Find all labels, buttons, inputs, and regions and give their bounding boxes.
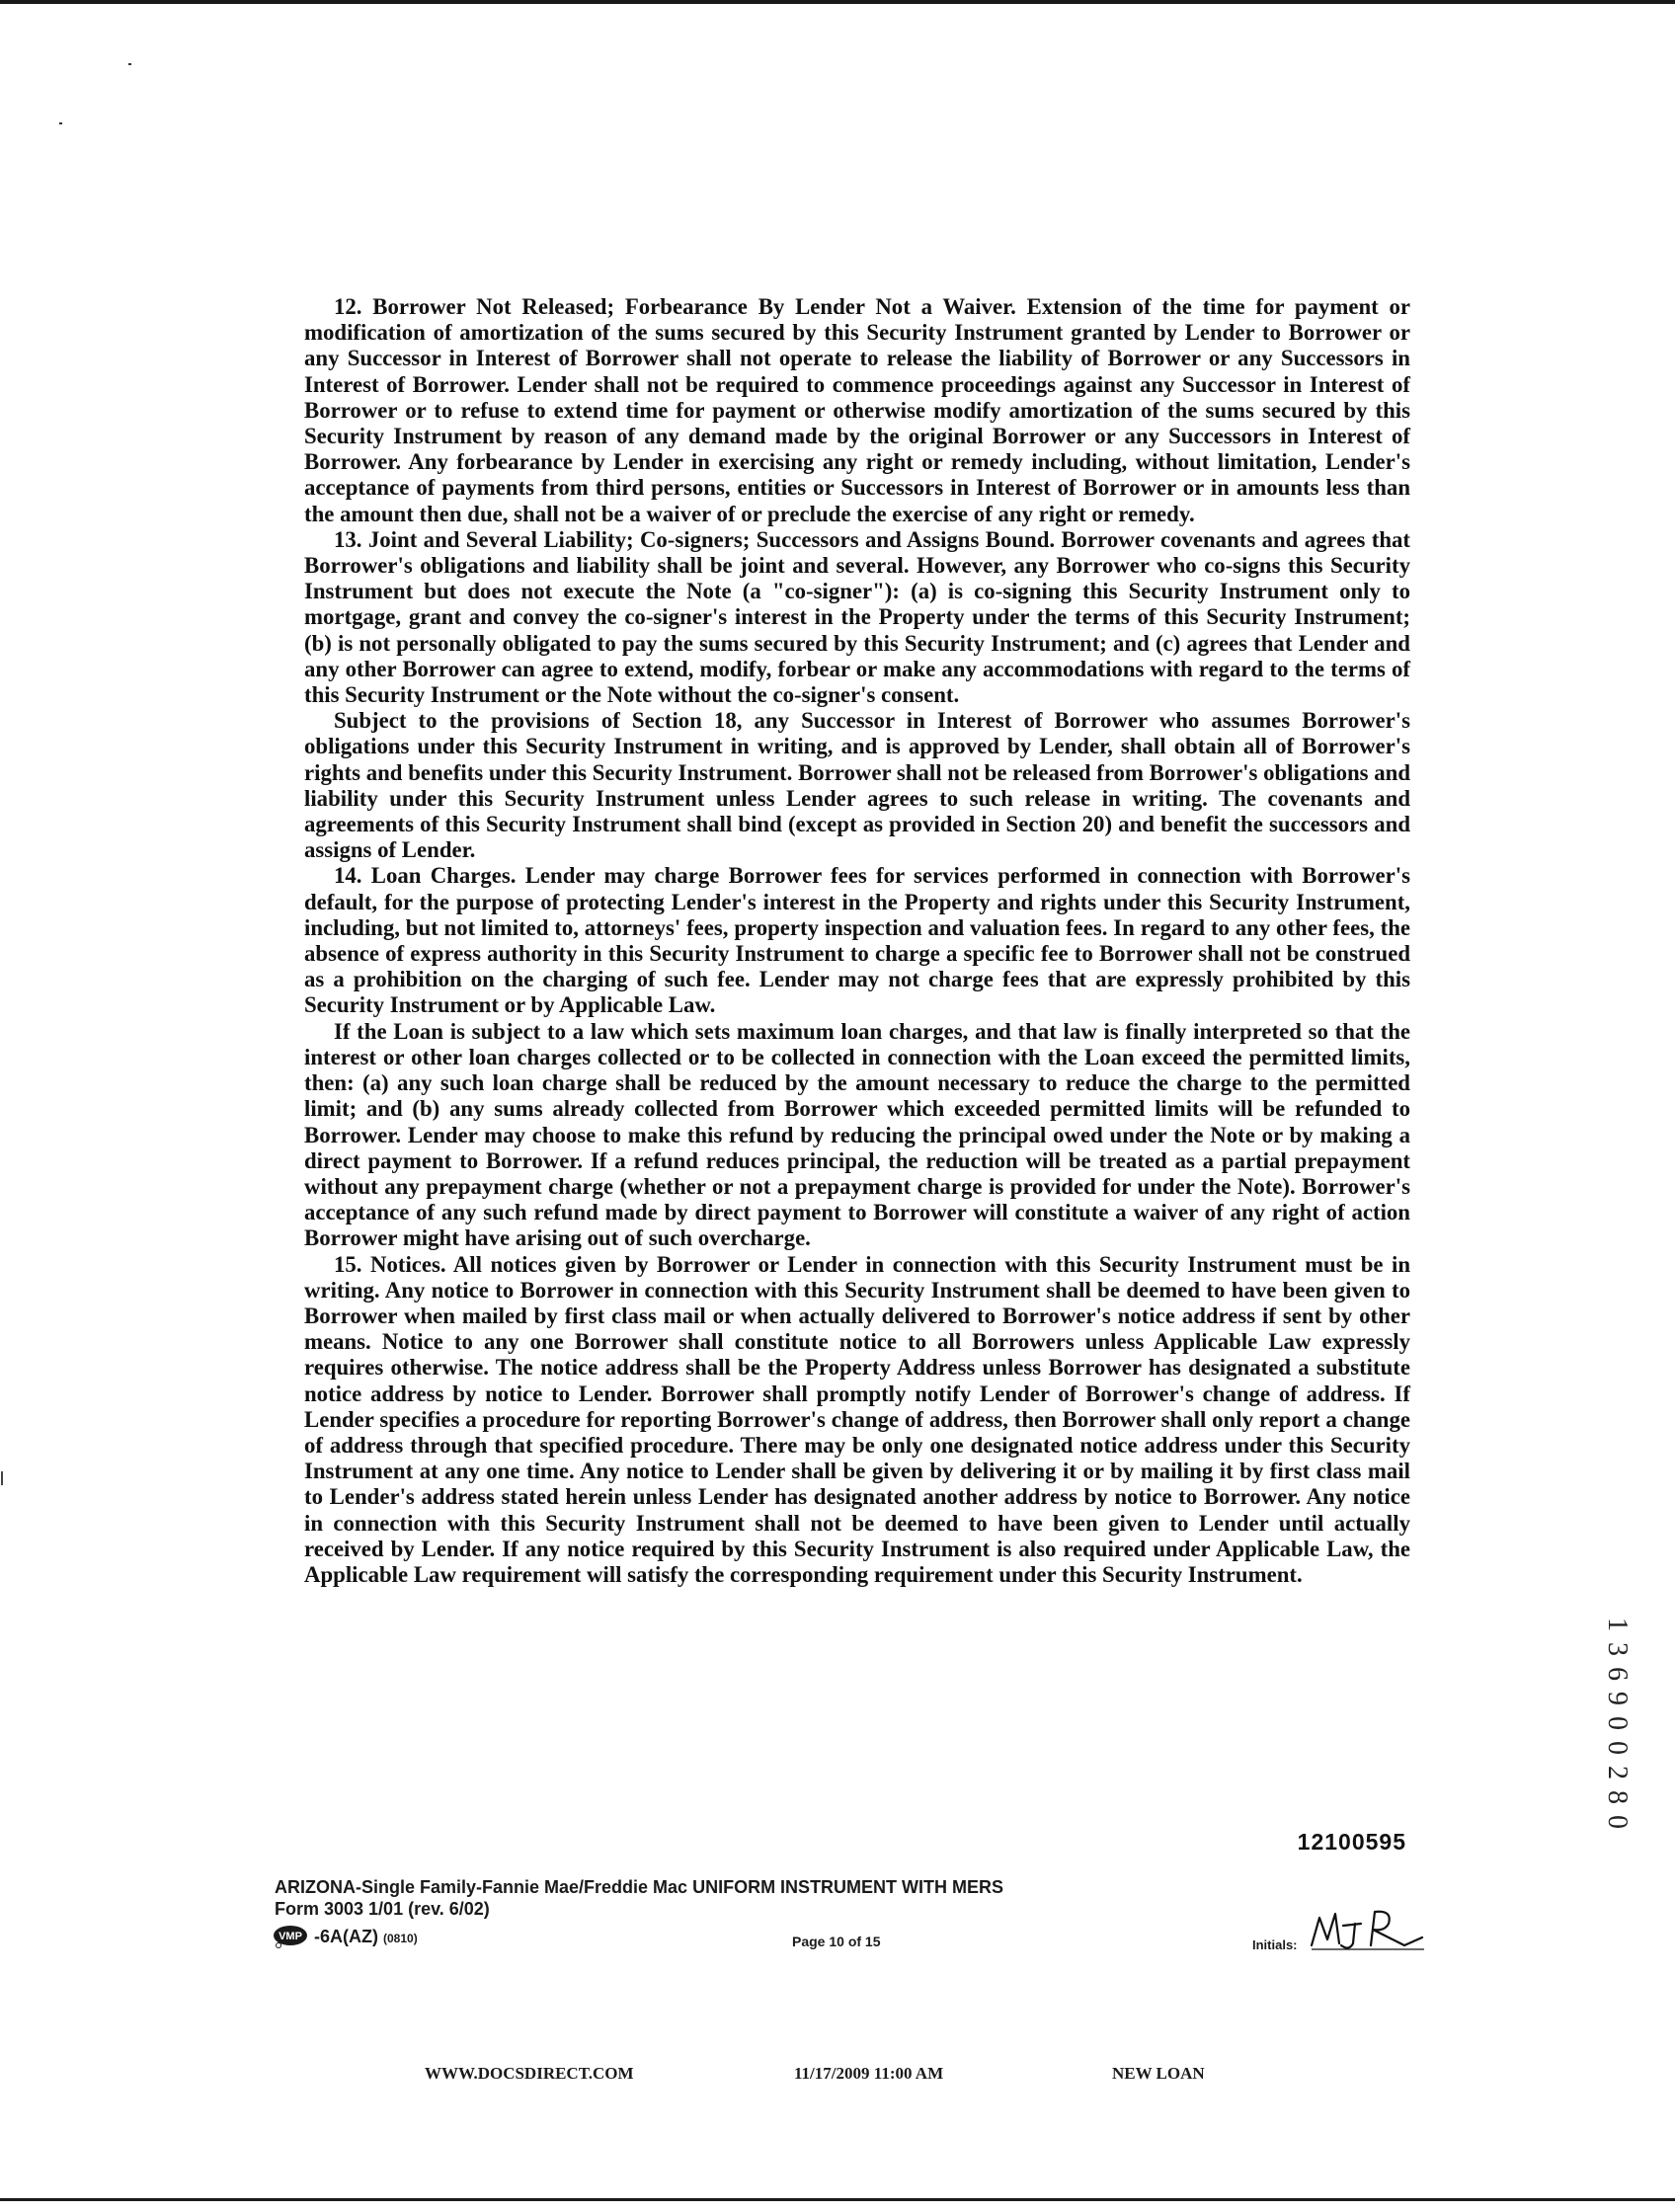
scan-edge-mark [1,1471,3,1485]
section-12-paragraph: 12. Borrower Not Released; Forbearance By Lender Not a Waiver. Extension of the time for payment or modification of amortization of the sums secured by this Security Instrument granted by Lender to Borrower or any Successor in Interest of Borrower shall not operate to release the liability of Borrower or any Successors in Interest of Borrower. Lender shall not be required to commence proceedings against any Successor in Interest of Borrower or to refuse to extend time for payment or otherwise modify amortization of the sums secured by this Security Instrument by reason of any demand made by the original Borrower or any Successors in Interest of Borrower. Any forbearance by Lender in exercising any right or remedy including, without limitation, Lender's acceptance of payments from third persons, entities or Successors in Interest of Borrower or in amounts less than the amount then due, shall not be a waiver of or preclude the exercise of any right or remedy. [304,294,1410,526]
section-13-paragraph: 13. Joint and Several Liability; Co-signers; Successors and Assigns Bound. Borrower covenants and agrees that Borrower's obligations and liability shall be joint and several. However, any Borrower who co-signs this Security Instrument but does not execute the Note (a "co-signer"): (a) is co-signing this Security Instrument only to mortgage, grant and convey the co-signer's interest in the Property under the terms of this Security Instrument; (b) is not personally obligated to pay the sums secured by this Security Instrument; and (c) agrees that Lender and any other Borrower can agree to extend, modify, forbear or make any accommodations with regard to the terms of this Security Instrument or the Note without the co-signer's consent. [304,526,1410,708]
initials-signature-icon [1310,1906,1426,1953]
footer-loan-type: NEW LOAN [1112,2064,1205,2083]
vmp-form-code [273,1925,418,1948]
form-number: Form 3003 1/01 (rev. 6/02) [275,1899,490,1919]
document-body [304,294,1410,1588]
footer-datetime: 11/17/2009 11:00 AM [794,2064,944,2083]
side-stamp-text: 1 3 6 9 0 0 2 8 0 [1602,1618,1633,1831]
scan-speck [59,122,62,124]
footer-website: WWW.DOCSDIRECT.COM [425,2064,634,2083]
bottom-scan-border [0,2198,1675,2201]
top-scan-border [0,0,1675,4]
section-14-limits-paragraph: If the Loan is subject to a law which sets maximum loan charges, and that law is finally interpreted so that the interest or other loan charges collected or to be collected in connection with the Loan exceed the permitted limits, then: (a) any such loan charge shall be reduced by the amount necessary to reduce the charge to the permitted limit; and (b) any sums already collected from Borrower which exceeded permitted limits will be refunded to Borrower. Lender may choose to make this refund by reducing the principal owed under the Note or by making a direct payment to Borrower. If a refund reduces principal, the reduction will be treated as a partial prepayment without any prepayment charge (whether or not a prepayment charge is provided for under the Note). Borrower's acceptance of any such refund made by direct payment to Borrower will constitute a waiver of any right of action Borrower might have arising out of such overcharge. [304,1018,1410,1251]
section-13-successors-paragraph: Subject to the provisions of Section 18, any Successor in Interest of Borrower who assumes Borrower's obligations under this Security Instrument in writing, and is approved by Lender, shall obtain all of Borrower's rights and benefits under this Security Instrument. Borrower shall not be released from Borrower's obligations and liability under this Security Instrument unless Lender agrees to such release in writing. The covenants and agreements of this Security Instrument shall bind (except as provided in Section 20) and benefit the successors and assigns of Lender. [304,708,1410,863]
section-14-paragraph: 14. Loan Charges. Lender may charge Borrower fees for services performed in connection with Borrower's default, for the purpose of protecting Lender's interest in the Property and rights under this Security Instrument, including, but not limited to, attorneys' fees, property inspection and valuation fees. In regard to any other fees, the absence of express authority in this Security Instrument to charge a specific fee to Borrower shall not be construed as a prohibition on the charging of such fee. Lender may not charge fees that are expressly prohibited by this Security Instrument or by Applicable Law. [304,863,1410,1018]
vmp-code-text [314,1927,418,1947]
initials-label: Initials: [1252,1937,1298,1952]
form-title: ARIZONA-Single Family-Fannie Mae/Freddie Mac UNIFORM INSTRUMENT WITH MERS [275,1877,1004,1897]
section-15-paragraph: 15. Notices. All notices given by Borrower or Lender in connection with this Security Instrument must be in writing. Any notice to Borrower in connection with this Security Instrument shall be deemed to have been given to Borrower when mailed by first class mail or when actually delivered to Borrower's notice address if sent by other means. Notice to any one Borrower shall constitute notice to all Borrowers unless Applicable Law expressly requires otherwise. The notice address shall be the Property Address unless Borrower has designated a substitute notice address by notice to Lender. Borrower shall promptly notify Lender of Borrower's change of address. If Lender specifies a procedure for reporting Borrower's change of address, then Borrower shall only report a change of address through that specified procedure. There may be only one designated notice address under this Security Instrument at any one time. Any notice to Lender shall be given by delivering it or by mailing it by first class mail to Lender's address stated herein unless Lender has designated another address by notice to Borrower. Any notice in connection with this Security Instrument shall not be deemed to have been given to Lender until actually received by Lender. If any notice required by this Security Instrument is also required under Applicable Law, the Applicable Law requirement will satisfy the corresponding requirement under this Security Instrument. [304,1251,1410,1587]
document-number: 12100595 [1297,1829,1406,1855]
vmp-code-suffix: (0810) [383,1931,418,1945]
vmp-logo-text: VMP [279,1931,302,1942]
side-recording-stamp [1600,1588,1634,1860]
vmp-code: -6A(AZ) [314,1926,378,1946]
vmp-logo-icon [273,1925,310,1948]
page-number: Page 10 of 15 [792,1934,881,1949]
scan-speck [128,63,131,65]
